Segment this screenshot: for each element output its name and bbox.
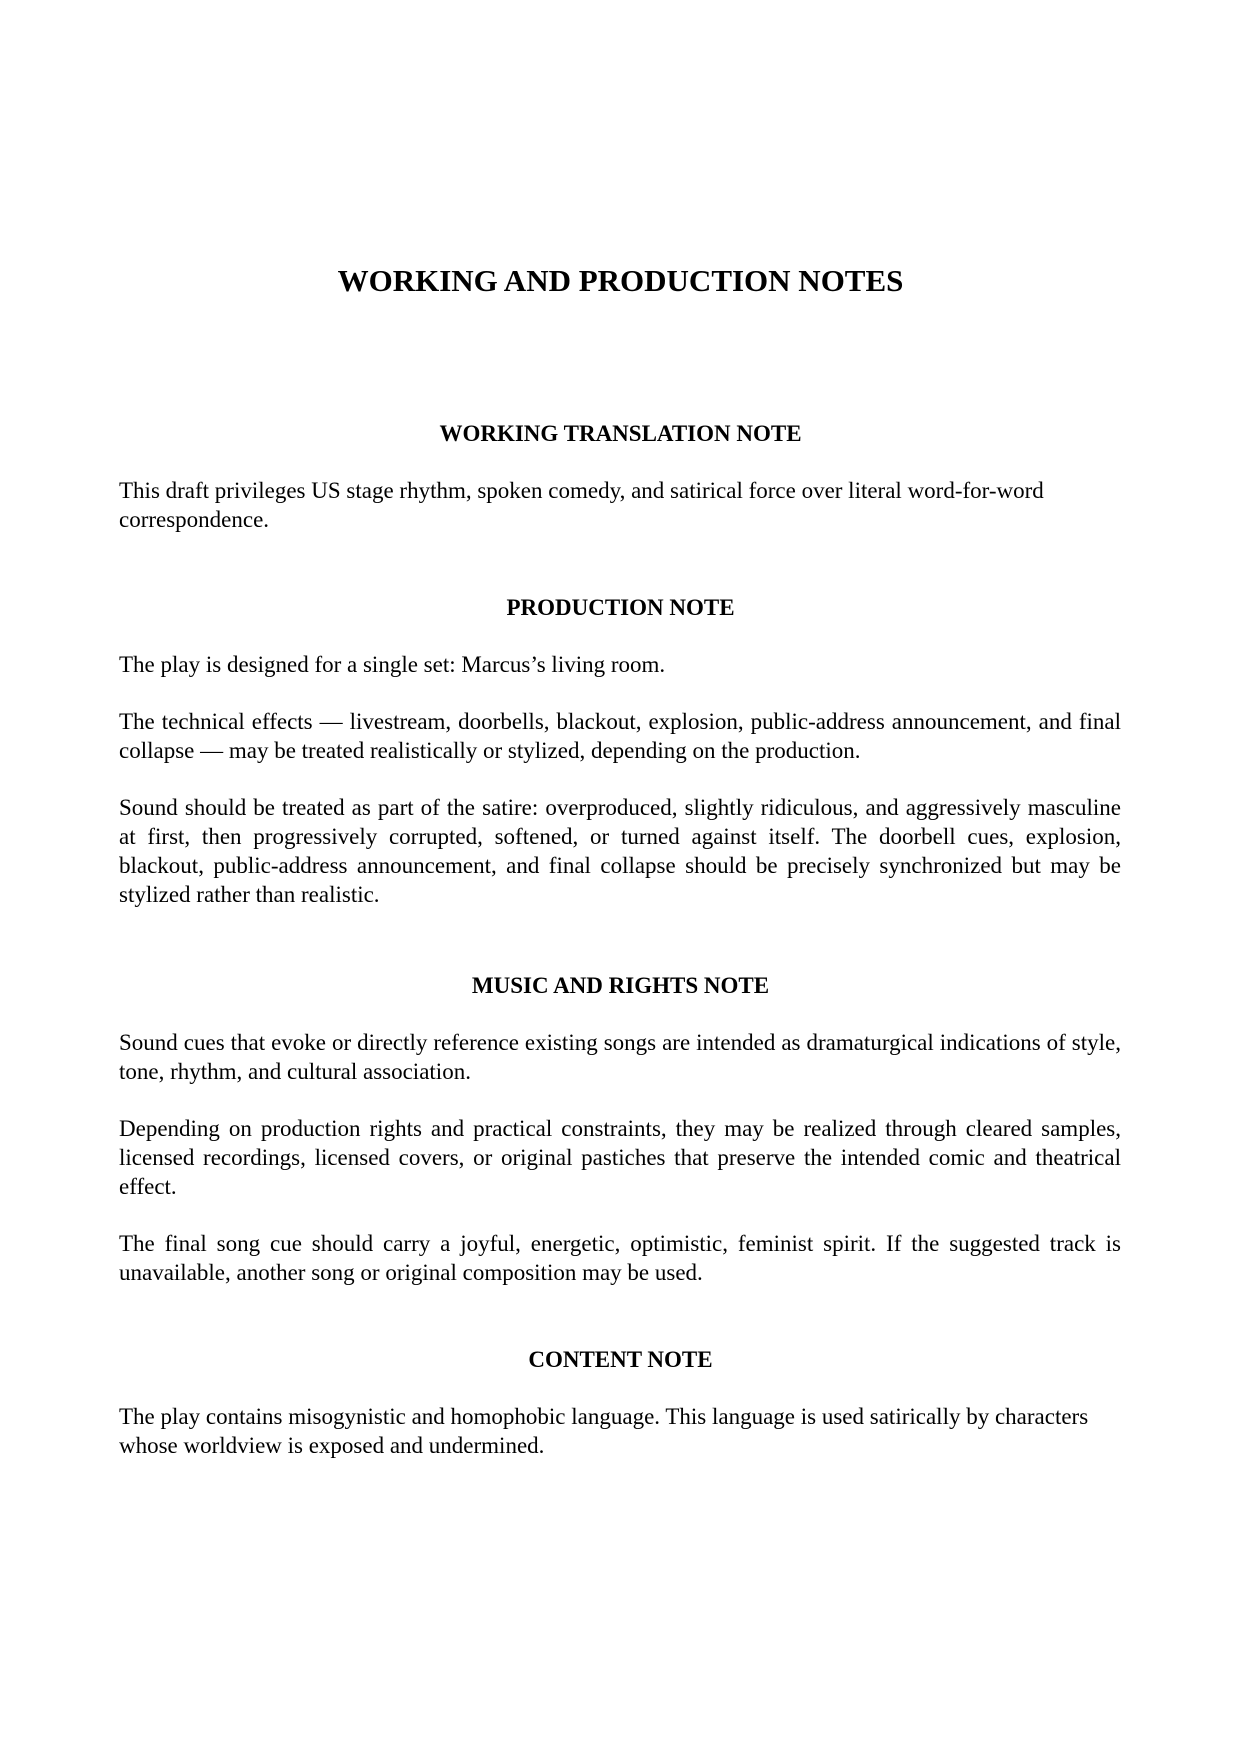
paragraph-set-note: The play is designed for a single set: Marcus’s living room. xyxy=(119,652,666,677)
section-heading-content: CONTENT NOTE xyxy=(528,1347,713,1372)
paragraph-translation-note: This draft privileges US stage rhythm, spoken comedy, and satirical force over literal word-for-word correspondence. xyxy=(119,478,1044,532)
section-heading-working-translation: WORKING TRANSLATION NOTE xyxy=(439,421,802,446)
paragraph-final-song: The final song cue should carry a joyful, energetic, optimistic, feminist spirit. If the suggested track is unavailable, another song or original composition may be used. xyxy=(119,1231,1121,1285)
paragraph-sound-cues: Sound cues that evoke or directly reference existing songs are intended as dramaturgical indications of style, tone, rhythm, and cultural association. xyxy=(119,1030,1121,1084)
section-heading-production: PRODUCTION NOTE xyxy=(506,595,735,620)
section-heading-music-rights: MUSIC AND RIGHTS NOTE xyxy=(471,973,770,998)
paragraph-content-warning: The play contains misogynistic and homophobic language. This language is used satirically by characters whose worldview is exposed and undermined. xyxy=(119,1404,1089,1458)
paragraph-production-rights: Depending on production rights and practical constraints, they may be realized through cleared samples, licensed recordings, licensed covers, or original pastiches that preserve the intended comic and theatrical effect. xyxy=(119,1116,1121,1199)
document-title: WORKING AND PRODUCTION NOTES xyxy=(337,263,904,298)
paragraph-sound-satire: Sound should be treated as part of the satire: overproduced, slightly ridiculous, and aggressively masculine at first, then progressively corrupted, softened, or turned against itself. The doorbell cues, explosion, blackout, public-address announcement, and final collapse should be precisely synchronized but may be stylized rather than realistic. xyxy=(119,795,1121,907)
paragraph-technical-effects: The technical effects — livestream, doorbells, blackout, explosion, public-address announcement, and final collapse — may be treated realistically or stylized, depending on the production. xyxy=(119,709,1121,763)
